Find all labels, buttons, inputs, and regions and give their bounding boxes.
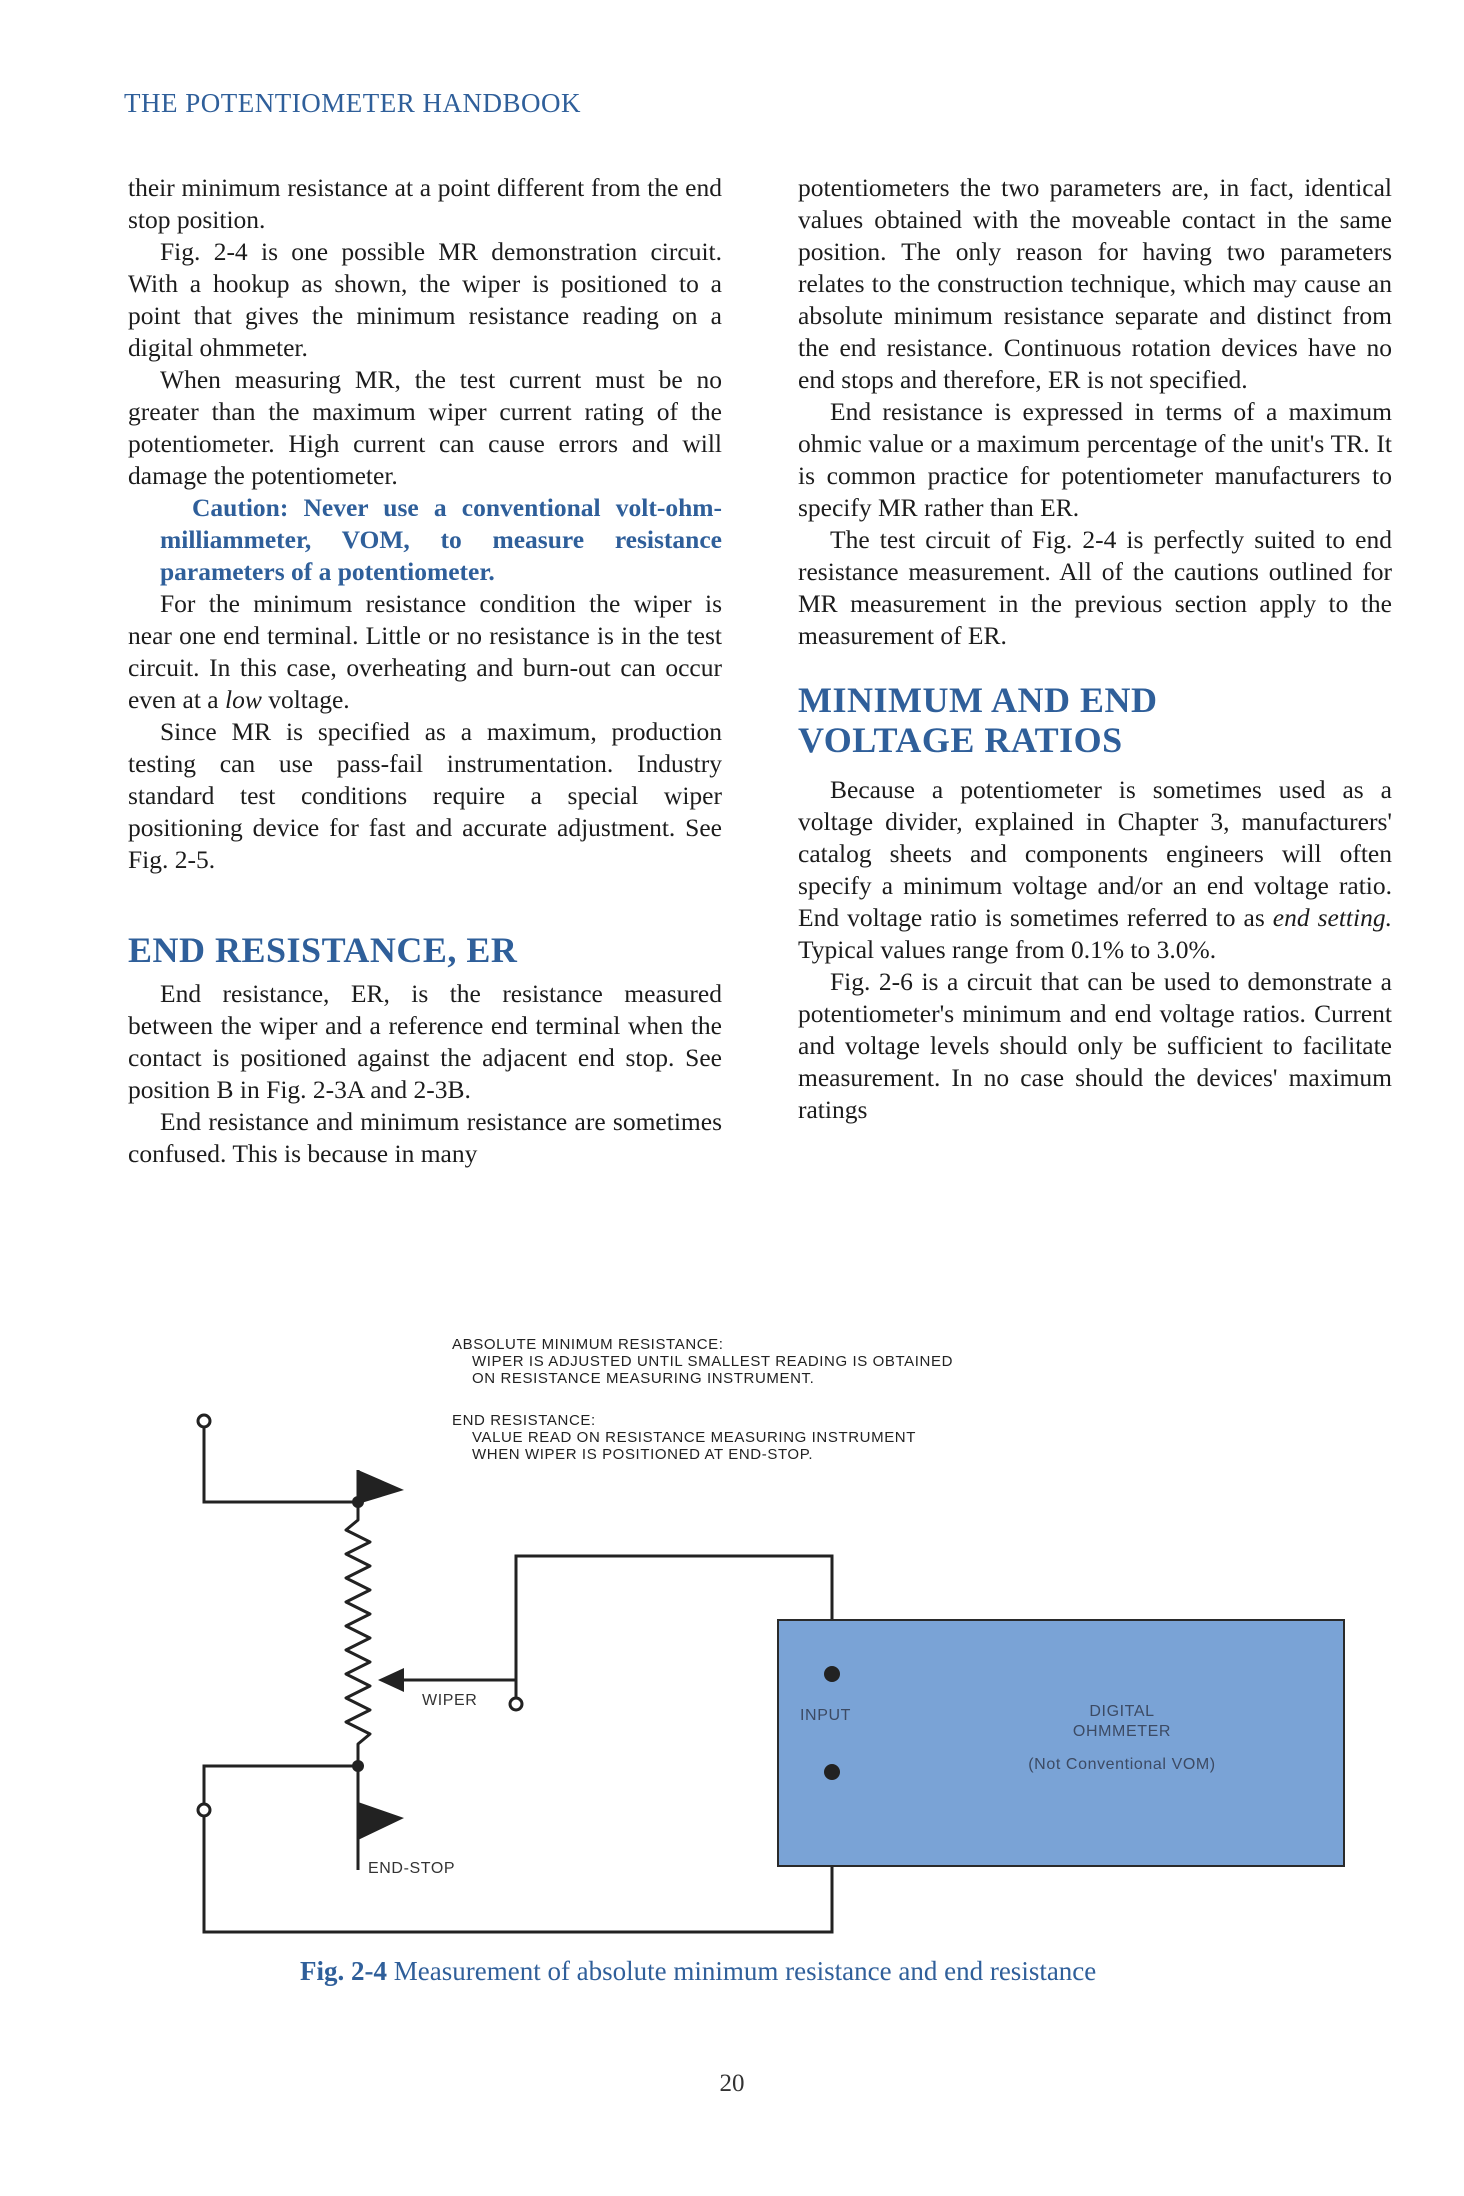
ohmmeter-label: DIGITAL OHMMETER: [1072, 1703, 1172, 1740]
caution-note: Caution: Never use a conventional volt-ohm-milliammeter, VOM, to measure resistance parameters of a potentiometer.: [160, 493, 722, 586]
paragraph: When measuring MR, the test current must be no greater than the maximum wiper current rating of the potentiometer. High current can cause errors and will damage the potentiometer.: [128, 365, 722, 490]
page-number: 20: [719, 2070, 745, 2097]
wiper-label: WIPER: [422, 1692, 478, 1709]
endstop-label: END-STOP: [368, 1860, 456, 1877]
paragraph: potentiometers the two parameters are, in fact, identical values obtained with the moveable contact in the same position. The only reason for having two parameters relates to the construction technique, which may cause an absolute minimum resistance separate and distinct from the end resistance. Continuous rotation devices have no end stops and therefore, ER is not specified.: [798, 173, 1392, 394]
upper-endstop-icon: [358, 1470, 404, 1504]
note-end-resistance: END RESISTANCE: VALUE READ ON RESISTANCE MEASURING INSTRUMENT WHEN WIPER IS POSITIONED AT END-STOP.: [452, 1412, 916, 1463]
paragraph: their minimum resistance at a point different from the end stop position.: [128, 173, 722, 234]
figure-caption-text: Measurement of absolute minimum resistance and end resistance: [393, 1956, 1097, 1986]
paragraph: End resistance, ER, is the resistance measured between the wiper and a reference end terminal when the contact is positioned against the adjacent end stop. See position B in Fig. 2-3A and 2-3B.: [128, 979, 722, 1104]
figure-caption-label: Fig. 2-4: [300, 1956, 387, 1986]
section-heading-end-resistance: END RESISTANCE, ER: [128, 930, 518, 970]
bottom-lead-wire: [204, 1766, 358, 1804]
input-jack-upper: [824, 1666, 840, 1682]
paragraph: End resistance is expressed in terms of a maximum ohmic value or a maximum percentage of the unit's TR. It is common practice for potentiometer manufacturers to specify MR rather than ER.: [798, 397, 1392, 522]
lower-endstop-icon: [358, 1802, 404, 1840]
paragraph: End resistance and minimum resistance are sometimes confused. This is because in many: [128, 1107, 722, 1168]
input-label: INPUT: [800, 1707, 851, 1724]
wiper-terminal: [510, 1698, 522, 1710]
paragraph: The test circuit of Fig. 2-4 is perfectly suited to end resistance measurement. All of the cautions outlined for MR measurement in the previous section apply to the measurement of ER.: [798, 525, 1392, 650]
left-column: [128, 172, 722, 1170]
right-column: [798, 172, 1392, 1126]
paragraph: Fig. 2-4 is one possible MR demonstration circuit. With a hookup as shown, the wiper is positioned to a point that gives the minimum resistance reading on a digital ohmmeter.: [128, 237, 722, 362]
running-head: THE POTENTIOMETER HANDBOOK: [124, 88, 581, 118]
figure-2-4: [150, 1320, 1410, 1960]
figure-caption: [300, 1956, 1096, 1987]
wiper-arrow-icon: [378, 1668, 404, 1692]
test-lead-lower: [204, 1772, 832, 1932]
terminal-top: [198, 1415, 210, 1427]
paragraph: Because a potentiometer is sometimes used as a voltage divider, explained in Chapter 3, manufacturers' catalog sheets and components engineers will often specify a minimum voltage and/or an end voltage ratio. End voltage ratio is sometimes referred to as end setting. Typical values range from 0.1% to 3.0%.: [798, 775, 1392, 964]
input-jack-lower: [824, 1764, 840, 1780]
resistor-element-icon: [346, 1502, 370, 1766]
terminal-bottom: [198, 1804, 210, 1816]
digital-ohmmeter: [778, 1620, 1344, 1866]
emphasis: low: [224, 685, 262, 714]
top-lead-wire: [204, 1427, 358, 1502]
ohmmeter-sublabel: (Not Conventional VOM): [1028, 1756, 1216, 1773]
paragraph: Fig. 2-6 is a circuit that can be used to demonstrate a potentiometer's minimum and end voltage ratios. Current and voltage levels should only be sufficient to facilitate measurement. In no case should the devices' maximum ratings: [798, 967, 1392, 1124]
paragraph: Since MR is specified as a maximum, production testing can use pass-fail instrumentation. Industry standard test conditions require a special wiper positioning device for fast and accurate adjustment. See Fig. 2-5.: [128, 717, 722, 874]
emphasis: end setting.: [1272, 903, 1392, 932]
paragraph: For the minimum resistance condition the wiper is near one end terminal. Little or no resistance is in the test circuit. In this case, overheating and burn-out can occur even at a low voltage.: [128, 589, 722, 714]
section-heading-voltage-ratios: MINIMUM AND END VOLTAGE RATIOS: [798, 680, 1158, 760]
note-absolute-minimum: ABSOLUTE MINIMUM RESISTANCE: WIPER IS ADJUSTED UNTIL SMALLEST READING IS OBTAINED ON RESISTANCE MEASURING INSTRUMENT.: [452, 1336, 954, 1387]
